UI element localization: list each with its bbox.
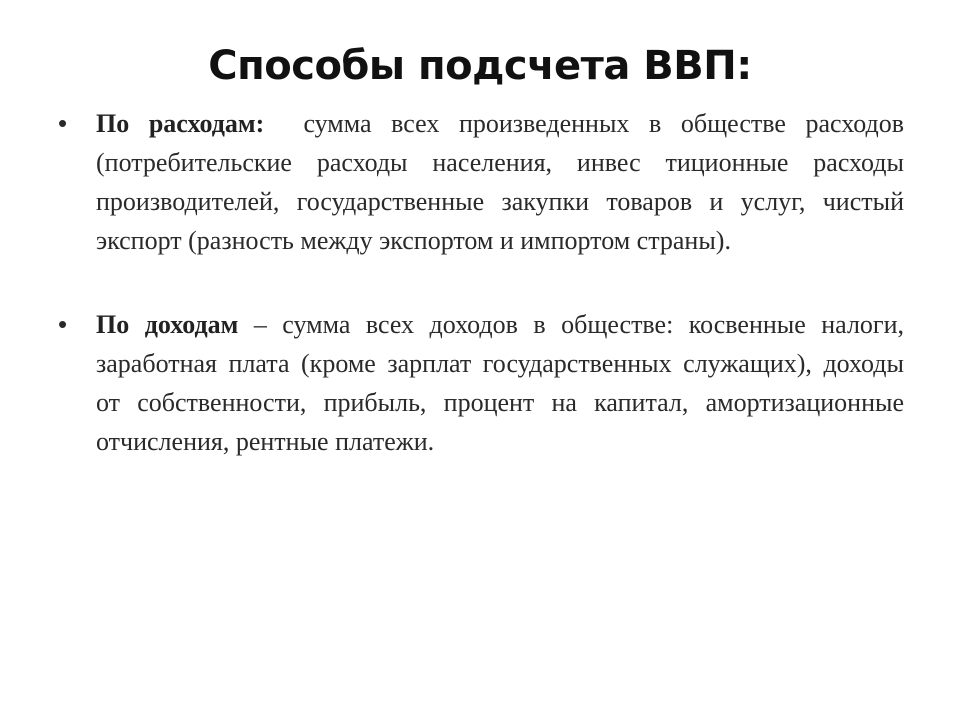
bullet-item-expenditure — [58, 104, 904, 260]
bullet-dot-icon: • — [58, 309, 68, 339]
bullet-text: сумма всех произведенных в обществе расходов (потребительские расходы населения, инвес тиционные расходы производителей, государственные закупки товаров и услуг, чистый экспорт (разность между экспортом и импортом страны). — [96, 109, 904, 255]
bullet-term: По расходам: — [96, 109, 265, 138]
bullet-separator — [238, 310, 253, 339]
bullet-separator — [264, 109, 303, 138]
bullet-list — [58, 104, 904, 461]
bullet-term: По доходам — [96, 310, 239, 339]
slide-title: Способы подсчета ВВП: — [208, 43, 752, 89]
bullet-text: – сумма всех доходов в обществе: косвенные налоги, заработная плата (кроме зарплат государственных служащих), доходы от собственности, прибыль, процент на капитал, амортизационные отчисления, рентные платежи. — [96, 310, 905, 456]
bullet-item-income — [58, 305, 904, 461]
bullet-dot-icon: • — [58, 108, 68, 138]
